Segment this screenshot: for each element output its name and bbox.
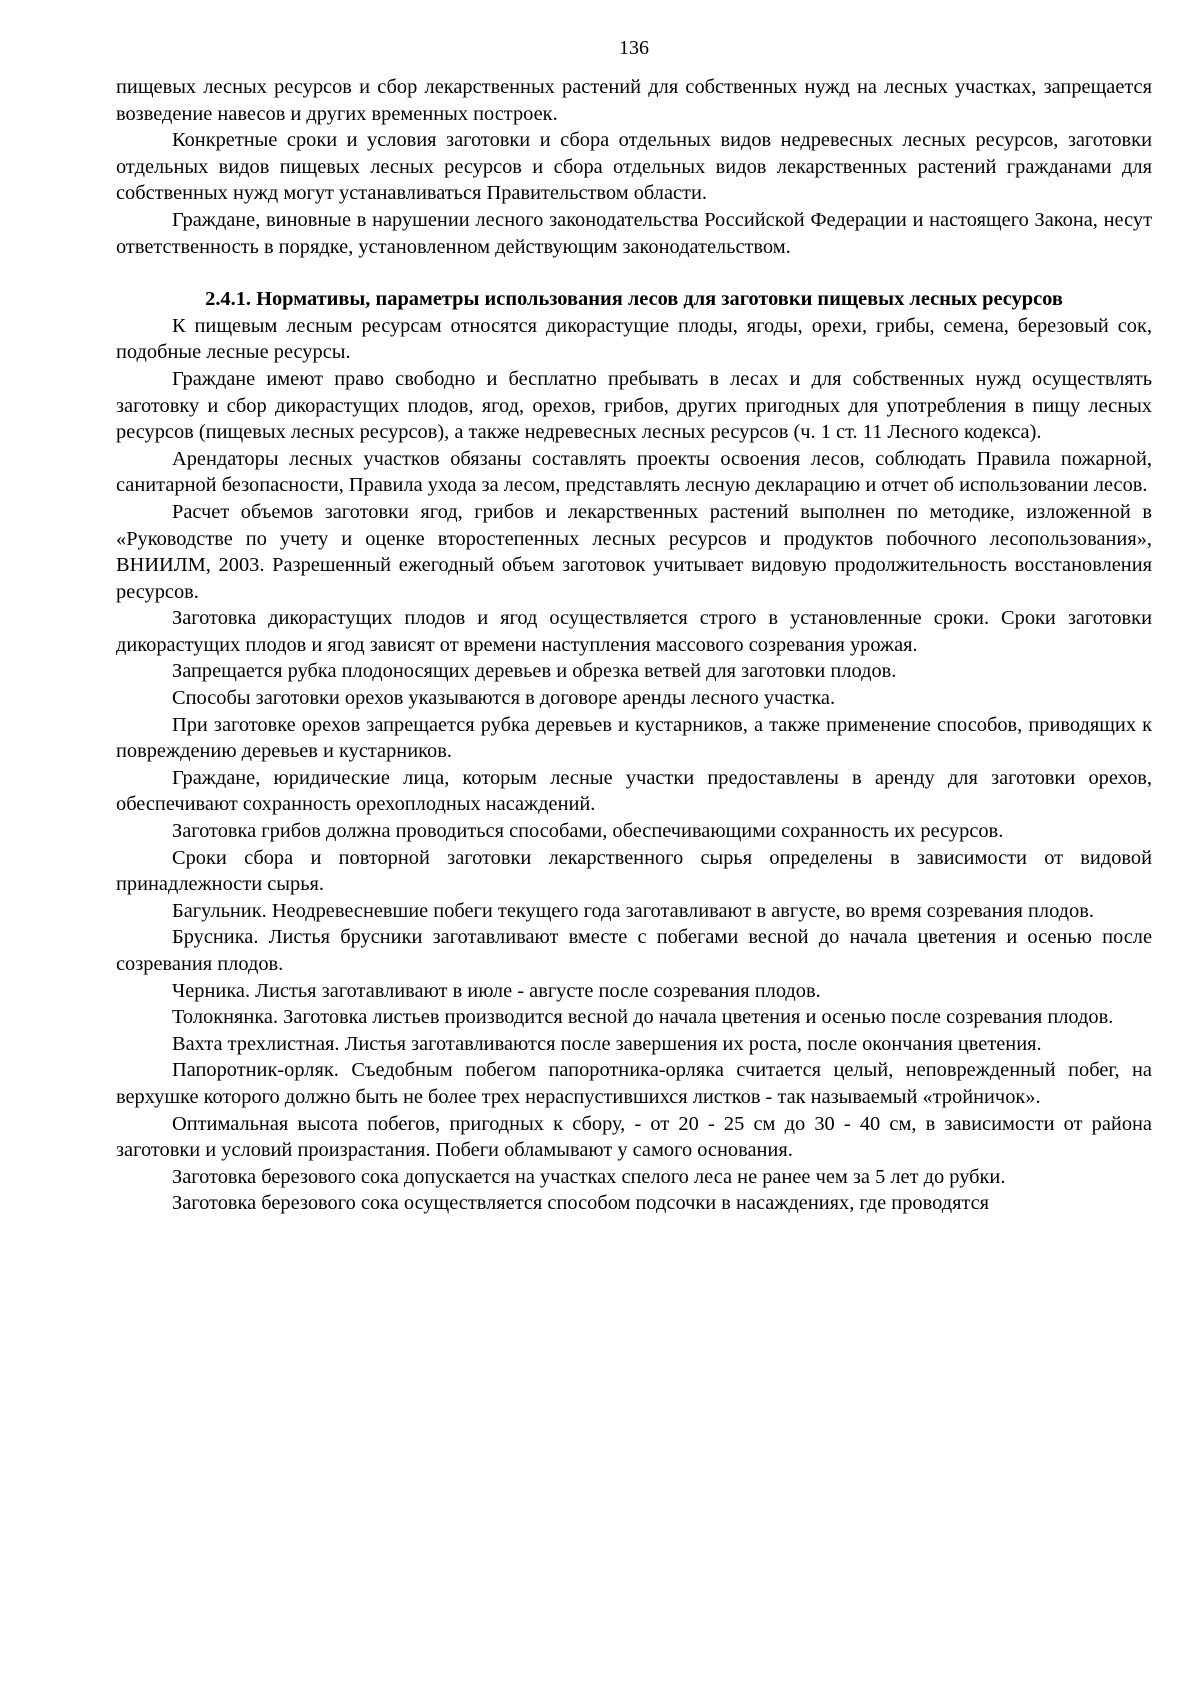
paragraph: Заготовка дикорастущих плодов и ягод осуществляется строго в установленные сроки. Сроки заготовки дикорастущих плодов и ягод зависят от времени наступления массового созревания урожая. [116,607,1152,656]
paragraph: Оптимальная высота побегов, пригодных к сбору, - от 20 - 25 см до 30 - 40 см, в зависимости от района заготовки и условий произрастания. Побеги обламывают у самого основания. [116,1112,1152,1162]
paragraph: Граждане, юридические лица, которым лесные участки предоставлены в аренду для заготовки орехов, обеспечивают сохранность орехоплодных насаждений. [116,766,1152,816]
paragraph: Граждане имеют право свободно и бесплатно пребывать в лесах и для собственных нужд осуществлять заготовку и сбор дикорастущих плодов, ягод, орехов, грибов, других пригодных для употребления в пищу лесных ресурсов (пищевых лесных ресурсов), а также недревесных лесных ресурсов (ч. 1 ст. 11 Лесного кодекса). [116,367,1152,444]
paragraph: К пищевым лесным ресурсам относятся дикорастущие плоды, ягоды, орехи, грибы, семена, березовый сок, подобные лесные ресурсы. [116,314,1152,364]
paragraph: Толокнянка. Заготовка листьев производится весной до начала цветения и осенью после созревания плодов. [172,1006,1114,1029]
paragraph: Заготовка грибов должна проводиться способами, обеспечивающими сохранность их ресурсов. [172,820,1004,843]
paragraph: Расчет объемов заготовки ягод, грибов и лекарственных растений выполнен по методике, изложенной в «Руководстве по учету и оценке второстепенных лесных ресурсов и продуктов побочного лесопользования», ВНИИЛМ, 2003. Разрешенный ежегодный объем заготовок учитывает видовую продолжительность восстановления ресурсов. [116,500,1152,603]
paragraph: Брусника. Листья брусники заготавливают вместе с побегами весной до начала цветения и осенью после созревания плодов. [116,926,1152,975]
paragraph: Заготовка березового сока допускается на участках спелого леса не ранее чем за 5 лет до рубки. [172,1165,1006,1188]
paragraph: Вахта трехлистная. Листья заготавливаются после завершения их роста, после окончания цветения. [172,1032,1042,1055]
paragraph: Черника. Листья заготавливают в июле - августе после созревания плодов. [172,979,821,1002]
paragraph: При заготовке орехов запрещается рубка деревьев и кустарников, а также применение способов, приводящих к повреждению деревьев и кустарников. [116,713,1152,763]
document-page [116,36,1152,1217]
paragraph: Багульник. Неодревесневшие побеги текущего года заготавливают в августе, во время созревания плодов. [172,899,1094,922]
paragraph: Арендаторы лесных участков обязаны составлять проекты освоения лесов, соблюдать Правила пожарной, санитарной безопасности, Правила ухода за лесом, представлять лесную декларацию и отчет об использовании лесов. [116,447,1152,497]
paragraph: Запрещается рубка плодоносящих деревьев и обрезка ветвей для заготовки плодов. [172,660,897,683]
paragraph: пищевых лесных ресурсов и сбор лекарственных растений для собственных нужд на лесных участках, запрещается возведение навесов и других временных построек. [116,76,1152,125]
paragraph: Конкретные сроки и условия заготовки и сбора отдельных видов недревесных лесных ресурсов, заготовки отдельных видов пищевых лесных ресурсов и сбора отдельных видов лекарственных растений гражданами для собственных нужд могут устанавливаться Правительством области. [116,129,1152,205]
section-heading: 2.4.1. Нормативы, параметры использования лесов для заготовки пищевых лесных ресурсов [205,288,1063,311]
paragraph: Сроки сбора и повторной заготовки лекарственного сырья определены в зависимости от видовой принадлежности сырья. [116,846,1152,896]
paragraph: Заготовка березового сока осуществляется способом подсочки в насаждениях, где проводятся [172,1192,990,1215]
paragraph: Граждане, виновные в нарушении лесного законодательства Российской Федерации и настоящего Закона, несут ответственность в порядке, установленном действующим законодательством. [116,208,1152,258]
paragraph: Папоротник-орляк. Съедобным побегом папоротника-орляка считается целый, неповрежденный побег, на верхушке которого должно быть не более трех нераспустившихся листков - так называемый «тройничок». [116,1059,1152,1108]
page-number: 136 [619,37,649,59]
paragraph: Способы заготовки орехов указываются в договоре аренды лесного участка. [172,687,836,710]
